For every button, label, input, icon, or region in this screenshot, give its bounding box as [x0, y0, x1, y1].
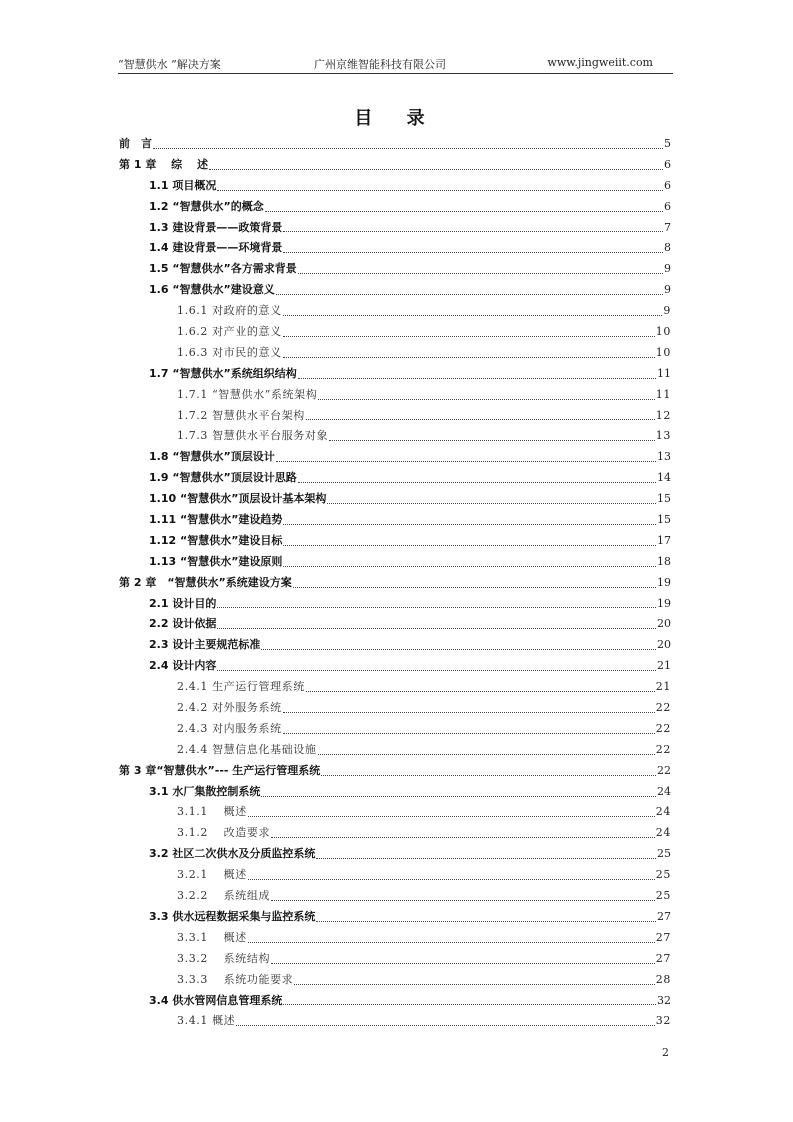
toc-entry-page: 7: [664, 220, 671, 234]
toc-entry[interactable]: [119, 426, 671, 447]
toc-entry-page: 9: [664, 283, 671, 297]
toc-entry-page: 6: [664, 199, 671, 213]
toc-entry[interactable]: [119, 823, 671, 844]
toc-entry-page: 15: [657, 513, 671, 527]
toc-entry-page: 9: [663, 304, 671, 318]
toc-dot-leader: [283, 712, 655, 713]
toc-entry-label: 2.4.1 生产运行管理系统: [177, 680, 305, 694]
toc-dot-leader: [283, 252, 663, 253]
toc-entry-label: 1.7.2 智慧供水平台架构: [177, 408, 305, 422]
toc-entry[interactable]: [119, 447, 671, 468]
toc-entry-page: 27: [657, 909, 671, 923]
toc-entry-label: 1.5 “智慧供水”各方需求背景: [149, 262, 297, 276]
toc-entry-label: 第 3 章“智慧供水”--- 生产运行管理系统: [119, 763, 321, 777]
toc-dot-leader: [321, 775, 656, 776]
toc-entry-label: 1.6 “智慧供水”建设意义: [149, 283, 275, 297]
toc-entry[interactable]: [119, 614, 671, 635]
toc-entry[interactable]: [119, 489, 671, 510]
toc-entry-label: 1.12 “智慧供水”建设目标: [149, 533, 283, 547]
toc-entry[interactable]: [119, 573, 671, 594]
toc-entry-page: 11: [655, 387, 671, 401]
toc-dot-leader: [236, 1025, 655, 1026]
toc-dot-leader: [276, 461, 656, 462]
toc-entry-label: 3.3 供水远程数据采集与监控系统: [149, 909, 316, 923]
toc-entry[interactable]: [119, 468, 671, 489]
toc-entry-page: 24: [657, 784, 671, 798]
toc-entry-label: 1.2 “智慧供水”的概念: [149, 199, 264, 213]
header-divider: [118, 73, 673, 74]
toc-entry-page: 22: [655, 721, 671, 735]
toc-entry[interactable]: [119, 259, 671, 280]
toc-dot-leader: [318, 399, 654, 400]
toc-entry-label: 1.9 “智慧供水”顶层设计思路: [149, 471, 297, 485]
toc-entry[interactable]: [119, 782, 671, 803]
toc-entry-label: 1.7.1 “智慧供水”系统架构: [177, 387, 318, 401]
toc-entry-label: 3.1 水厂集散控制系统: [149, 784, 261, 798]
toc-dot-leader: [283, 566, 656, 567]
toc-entry-label: 3.1.1 概述: [177, 805, 247, 819]
toc-entry-page: 20: [657, 638, 671, 652]
toc-entry[interactable]: [119, 134, 671, 155]
toc-entry-page: 25: [655, 868, 671, 882]
toc-entry-label: 2.4 设计内容: [149, 659, 217, 673]
toc-entry-page: 27: [655, 930, 671, 944]
toc-entry-page: 12: [655, 408, 671, 422]
toc-entry[interactable]: [119, 385, 671, 406]
toc-entry[interactable]: [119, 803, 671, 824]
toc-entry-page: 24: [655, 826, 671, 840]
toc-entry[interactable]: [119, 698, 671, 719]
toc-entry-label: 1.7.3 智慧供水平台服务对象: [177, 429, 329, 443]
toc-entry-page: 10: [655, 325, 671, 338]
toc-entry-label: 3.4.1 概述: [177, 1014, 236, 1028]
toc-dot-leader: [283, 231, 663, 232]
toc-dot-leader: [209, 169, 663, 170]
toc-entry[interactable]: [119, 218, 671, 239]
toc-entry-label: 1.6.3 对市民的意义: [177, 345, 282, 359]
toc-dot-leader: [248, 816, 655, 817]
toc-title: 目 录: [354, 108, 439, 129]
toc-entry-label: 3.2 社区二次供水及分质监控系统: [149, 847, 316, 861]
toc-entry[interactable]: [119, 907, 671, 928]
toc-entry[interactable]: [119, 949, 671, 970]
toc-dot-leader: [261, 796, 656, 797]
toc-entry[interactable]: [119, 970, 671, 991]
toc-entry-page: 8: [664, 241, 671, 255]
header-doc-title: “智慧供水 ”解决方案: [118, 58, 221, 71]
toc-entry[interactable]: [119, 761, 671, 782]
toc-entry-page: 13: [655, 429, 671, 443]
toc-dot-leader: [318, 754, 655, 755]
toc-dot-leader: [329, 440, 655, 441]
toc-entry[interactable]: [119, 364, 671, 385]
toc-dot-leader: [283, 524, 656, 525]
toc-entry[interactable]: [119, 322, 671, 343]
toc-entry[interactable]: [119, 155, 671, 176]
toc-entry-label: 1.7 “智慧供水”系统组织结构: [149, 366, 297, 380]
toc-entry-page: 21: [655, 680, 671, 694]
toc-entry[interactable]: [119, 594, 671, 615]
toc-dot-leader: [271, 963, 655, 964]
toc-entry-page: 11: [657, 366, 671, 380]
toc-entry-page: 14: [657, 471, 671, 485]
toc-entry-label: 3.3.3 系统功能要求: [177, 972, 294, 986]
toc-dot-leader: [276, 294, 663, 295]
toc-dot-leader: [306, 691, 655, 692]
toc-entry-page: 10: [655, 345, 671, 359]
toc-entry-label: 3.3.2 系统结构: [177, 951, 271, 965]
toc-entry-label: 1.10 “智慧供水”顶层设计基本架构: [149, 492, 327, 506]
toc-dot-leader: [283, 315, 663, 316]
toc-entry[interactable]: [119, 552, 671, 573]
toc-entry[interactable]: [119, 1011, 671, 1032]
toc-entry-label: 1.13 “智慧供水”建设原则: [149, 554, 283, 568]
toc-entry[interactable]: [119, 740, 671, 761]
toc-dot-leader: [298, 378, 656, 379]
toc-entry[interactable]: [119, 865, 671, 886]
toc-dot-leader: [306, 419, 655, 420]
toc-dot-leader: [265, 211, 663, 212]
toc-dot-leader: [217, 628, 656, 629]
toc-entry-label: 1.11 “智慧供水”建设趋势: [149, 513, 283, 527]
toc-entry-label: 3.2.1 概述: [177, 868, 247, 882]
toc-dot-leader: [283, 1004, 656, 1005]
toc-entry-label: 2.1 设计目的: [149, 596, 217, 610]
toc-entry[interactable]: [119, 176, 671, 197]
toc-dot-leader: [217, 190, 663, 191]
toc-dot-leader: [293, 587, 656, 588]
toc-entry-page: 27: [655, 951, 671, 965]
toc-entry-label: 2.4.2 对外服务系统: [177, 701, 282, 715]
toc-entry[interactable]: [119, 991, 671, 1012]
toc-dot-leader: [298, 273, 663, 274]
toc-entry-page: 32: [655, 1014, 671, 1028]
toc-entry[interactable]: [119, 280, 671, 301]
toc-dot-leader: [283, 357, 655, 358]
toc-entry-page: 6: [664, 178, 671, 192]
toc-entry-page: 22: [657, 763, 671, 777]
toc-entry-page: 19: [657, 596, 671, 610]
toc-entry-page: 28: [655, 972, 671, 986]
toc-entry-label: 3.1.2 改造要求: [177, 826, 271, 840]
toc-entry-label: 2.4.4 智慧信息化基础设施: [177, 742, 317, 756]
toc-entry-page: 22: [655, 701, 671, 715]
toc-entry[interactable]: [119, 197, 671, 218]
toc-entry-page: 17: [657, 533, 671, 547]
toc-dot-leader: [153, 148, 663, 149]
toc-entry[interactable]: [119, 301, 671, 322]
toc-entry-page: 6: [664, 157, 671, 171]
toc-entry-label: 1.6.2 对产业的意义: [177, 325, 282, 338]
toc-dot-leader: [327, 503, 656, 504]
toc-entry-label: 3.3.1 概述: [177, 930, 247, 944]
toc-dot-leader: [283, 733, 655, 734]
toc-dot-leader: [283, 336, 655, 337]
toc-entry[interactable]: [119, 928, 671, 949]
toc-entry-label: 前 言: [119, 136, 152, 150]
toc-dot-leader: [298, 482, 656, 483]
toc-entry[interactable]: [119, 677, 671, 698]
toc-entry-page: 24: [655, 805, 671, 819]
toc-entry[interactable]: [119, 510, 671, 531]
toc-entry-label: 1.3 建设背景——政策背景: [149, 220, 283, 234]
toc-dot-leader: [217, 607, 656, 608]
toc-entry[interactable]: [119, 719, 671, 740]
toc-entry-page: 18: [657, 554, 671, 568]
toc-dot-leader: [283, 545, 656, 546]
toc-entry-page: 32: [657, 993, 671, 1007]
toc-entry-label: 1.4 建设背景——环境背景: [149, 241, 283, 255]
page-number: 2: [662, 1046, 669, 1059]
header-company: 广州京维智能科技有限公司: [314, 58, 446, 71]
toc-entry-label: 3.4 供水管网信息管理系统: [149, 993, 283, 1007]
toc-entry-label: 第 1 章 综 述: [119, 157, 208, 171]
toc-entry-label: 3.2.2 系统组成: [177, 889, 271, 903]
toc-dot-leader: [316, 921, 656, 922]
toc-entry-page: 15: [657, 492, 671, 506]
toc-entry-page: 13: [657, 450, 671, 464]
toc-dot-leader: [261, 649, 656, 650]
toc-entry-page: 25: [657, 847, 671, 861]
toc-dot-leader: [271, 837, 655, 838]
toc-entry-page: 25: [655, 889, 671, 903]
toc-dot-leader: [248, 879, 655, 880]
table-of-contents: [119, 134, 671, 1032]
toc-entry[interactable]: [119, 844, 671, 865]
toc-entry-label: 2.3 设计主要规范标准: [149, 638, 261, 652]
page-header: [118, 56, 673, 72]
toc-entry[interactable]: [119, 406, 671, 427]
toc-entry-page: 5: [664, 136, 671, 150]
header-website: www.jingweiit.com: [547, 56, 653, 69]
toc-entry[interactable]: [119, 531, 671, 552]
toc-entry-label: 第 2 章 “智慧供水”系统建设方案: [119, 575, 292, 589]
toc-entry-page: 20: [657, 617, 671, 631]
toc-dot-leader: [217, 670, 656, 671]
toc-entry-page: 9: [664, 262, 671, 276]
toc-dot-leader: [316, 858, 656, 859]
toc-entry-label: 2.4.3 对内服务系统: [177, 721, 282, 735]
toc-entry[interactable]: [119, 343, 671, 364]
toc-entry-label: 1.8 “智慧供水”顶层设计: [149, 450, 275, 464]
toc-entry-page: 22: [655, 742, 671, 756]
toc-entry[interactable]: [119, 635, 671, 656]
toc-dot-leader: [248, 942, 655, 943]
toc-dot-leader: [294, 984, 655, 985]
toc-entry-page: 19: [657, 575, 671, 589]
toc-entry-label: 1.1 项目概况: [149, 178, 217, 192]
toc-dot-leader: [271, 900, 655, 901]
toc-entry-label: 1.6.1 对政府的意义: [177, 304, 282, 318]
toc-entry-label: 2.2 设计依据: [149, 617, 217, 631]
toc-entry[interactable]: [119, 886, 671, 907]
toc-entry[interactable]: [119, 656, 671, 677]
toc-entry[interactable]: [119, 238, 671, 259]
toc-entry-page: 21: [657, 659, 671, 673]
